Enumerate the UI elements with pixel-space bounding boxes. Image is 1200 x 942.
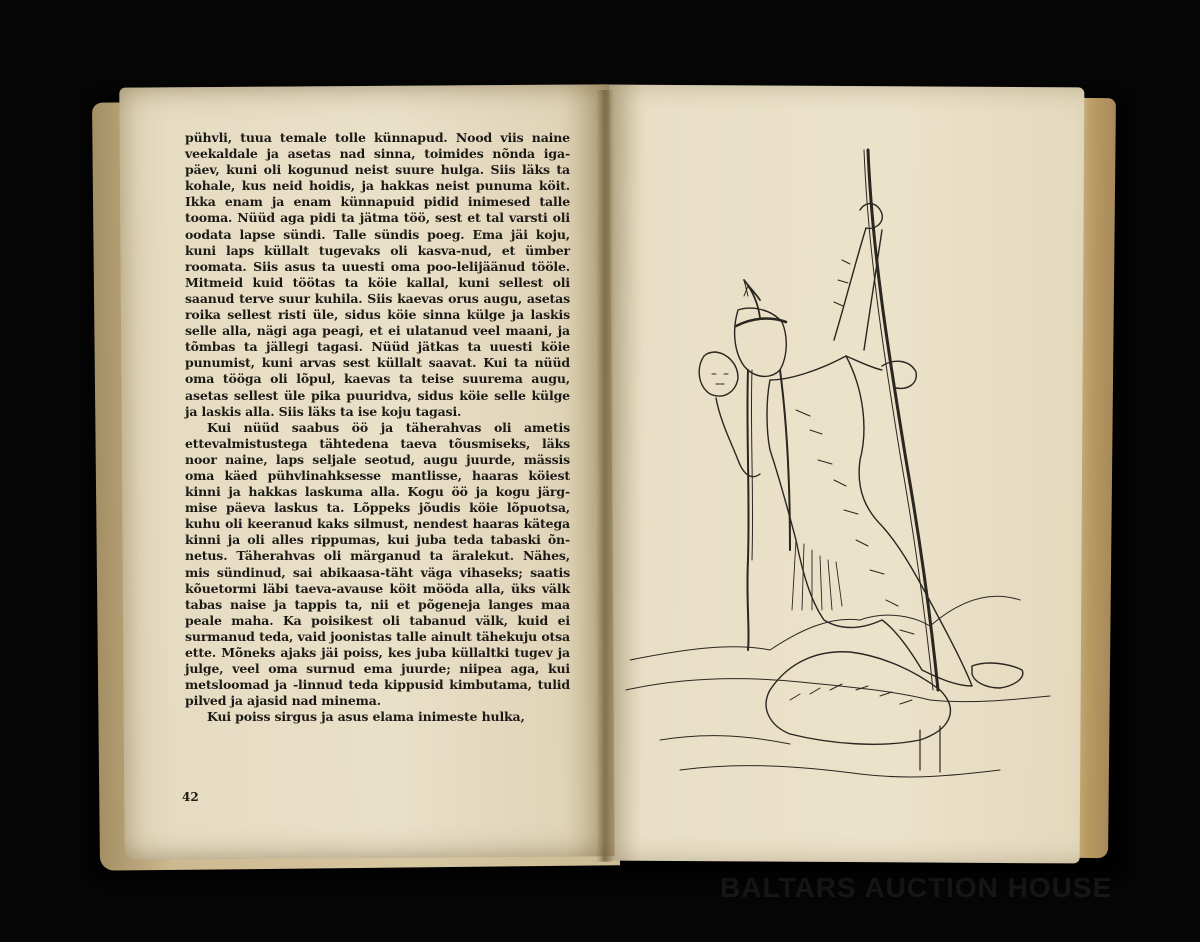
paragraph-3: Kui poiss sirgus ja asus elama inimeste hulka,	[207, 709, 525, 725]
foot	[972, 663, 1023, 688]
headband	[736, 319, 786, 326]
left-page-text	[185, 130, 570, 725]
baby-body	[716, 398, 760, 477]
baby-head	[699, 352, 738, 396]
watermark: BALTARS AUCTION HOUSE	[720, 872, 1113, 903]
pole	[868, 150, 938, 690]
mountains	[630, 596, 1020, 660]
fringe	[792, 540, 842, 610]
robe	[767, 356, 972, 686]
hair-braid-right	[780, 370, 790, 550]
water	[680, 766, 1000, 777]
paragraph-2: Kui nüüd saabus öö ja täherahvas oli ametis ettevalmistustega tähtedena taeva tõusmiseks, läks noor naine, laps seljale seotud, augu juurde, mässis oma käed pühvlinahksesse mantlisse, haaras köiest kinni ja hakkas laskuma alla. Kogu öö ja kogu järg-mise päeva laskus ta. Lõppeks jõudis köie lõpuotsa, kuhu oli keeranud kaks silmust, nendest haaras kätega kinni ja oli alles rippumas, kui juba teda tabaski õn-netus. Täherahvas oli märganud ta äralekut. Nähes, mis sündinud, sai abikaasa-täht väga vihaseks; saatis kõuetormi läbi taeva-avause köit mööda alla, üks välk tabas naise ja tappis ta, nii et põgeneja langes maa peale maha. Ka poisikest oli tabanud välk, kuid ei surmanud teda, vaid joonistas talle ainult tähekuju otsa ette. Mõneks ajaks jäi poiss, kes juba küllaltki tugev ja julge, veel oma surnud ema juurde; niipea aga, kui metsloomad ja -linnud teda kippusid kimbutama, tulid pilved ja ajasid nad minema.	[185, 419, 570, 709]
hair-braid-left	[747, 370, 748, 650]
feather	[744, 280, 760, 318]
book-gutter	[596, 90, 614, 862]
illustration-woman-descending-rope	[620, 130, 1060, 810]
paragraph-1: pühvli, tuua temale tolle künnapud. Nood viis naine veekaldale ja asetas nad sinna, toimides nõnda iga-päev, kuni oli kogunud neist suure hulga. Siis läks ta kohale, kus neid hoidis, ja hakkas neist punuma köit. Ikka enam ja enam künnapuid pidid inimesed talle tooma. Nüüd aga pidi ta jätma töö, sest et tal varsti oli oodata lapse sündi. Talle sündis poeg. Ema jäi koju, kuni laps küllalt tugevaks oli kasva-nud, et ümber roomata. Siis asus ta uuesti oma poo-lelijäänud tööle. Mitmeid kuid töötas ta köie kallal, kuni sellest oli saanud terve suur kuhila. Siis kaevas orus augu, asetas roika sellest risti üle, sidus köie sinna külge ja laskis selle alla, nägi aga peagi, et ei ulatanud veel maani, ja tõmbas ta jällegi tagasi. Nüüd jätkas ta uuesti köie punumist, kuni arvas sest küllalt saavat. Kui ta nüüd oma tööga oli lõpul, kaevas ta teise suurema augu, asetas sellest üle pika puuridva, sidus köie selle külge ja laskis alla. Siis läks ta ise koju tagasi.	[185, 130, 570, 419]
page-number: 42	[182, 790, 199, 804]
